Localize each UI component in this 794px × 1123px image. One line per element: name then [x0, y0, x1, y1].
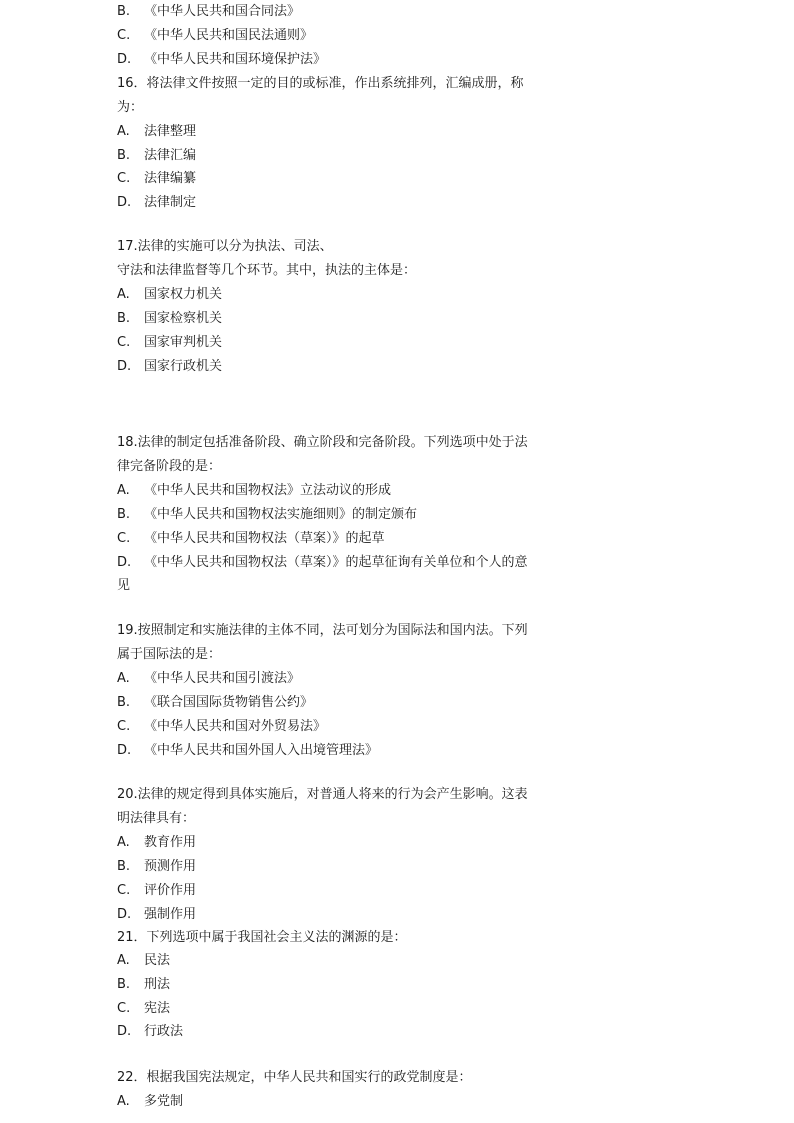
- question-20-stem: 20.法律的规定得到具体实施后，对普通人将来的行为会产生影响。这表: [117, 787, 528, 802]
- q21-option-a: A. 民法: [117, 953, 171, 968]
- option-prev-b: B. 《中华人民共和国合同法》: [117, 4, 301, 19]
- q20-option-d: D. 强制作用: [117, 907, 197, 922]
- option-prev-d: D. 《中华人民共和国环境保护法》: [117, 52, 327, 67]
- q18-option-a: A. 《中华人民共和国物权法》立法动议的形成: [117, 483, 392, 498]
- q22-option-a: A. 多党制: [117, 1094, 184, 1109]
- question-19-stem-cont: 属于国际法的是：: [117, 647, 222, 662]
- question-22-stem: 22．根据我国宪法规定，中华人民共和国实行的政党制度是：: [117, 1070, 472, 1085]
- question-17-stem: 17.法律的实施可以分为执法、司法、: [117, 239, 333, 254]
- q20-option-c: C. 评价作用: [117, 883, 197, 898]
- q19-option-a: A. 《中华人民共和国引渡法》: [117, 671, 301, 686]
- q16-option-b: B. 法律汇编: [117, 148, 197, 163]
- q21-option-b: B. 刑法: [117, 977, 171, 992]
- question-16-stem-cont: 为：: [117, 100, 144, 115]
- q18-option-b: B. 《中华人民共和国物权法实施细则》的制定颁布: [117, 507, 418, 522]
- q18-option-d-cont: 见: [117, 578, 131, 593]
- q17-option-a: A. 国家权力机关: [117, 287, 223, 302]
- question-17-stem-cont: 守法和法律监督等几个环节。其中，执法的主体是：: [117, 263, 417, 278]
- q16-option-a: A. 法律整理: [117, 124, 197, 139]
- option-prev-c: C. 《中华人民共和国民法通则》: [117, 28, 314, 43]
- q20-option-b: B. 预测作用: [117, 859, 197, 874]
- question-18-stem-cont: 律完备阶段的是：: [117, 459, 222, 474]
- q19-option-b: B. 《联合国国际货物销售公约》: [117, 695, 314, 710]
- question-18-stem: 18.法律的制定包括准备阶段、确立阶段和完备阶段。下列选项中处于法: [117, 435, 528, 450]
- q19-option-d: D. 《中华人民共和国外国人入出境管理法》: [117, 743, 379, 758]
- q16-option-d: D. 法律制定: [117, 195, 197, 210]
- q17-option-d: D. 国家行政机关: [117, 359, 223, 374]
- q21-option-c: C. 宪法: [117, 1001, 171, 1016]
- question-21-stem: 21．下列选项中属于我国社会主义法的渊源的是：: [117, 930, 407, 945]
- q18-option-c: C. 《中华人民共和国物权法（草案）》的起草: [117, 531, 385, 546]
- q21-option-d: D. 行政法: [117, 1024, 184, 1039]
- q20-option-a: A. 教育作用: [117, 835, 197, 850]
- q16-option-c: C. 法律编纂: [117, 171, 197, 186]
- q17-option-c: C. 国家审判机关: [117, 335, 223, 350]
- q18-option-d: D. 《中华人民共和国物权法（草案）》的起草征询有关单位和个人的意: [117, 555, 528, 570]
- question-19-stem: 19.按照制定和实施法律的主体不同，法可划分为国际法和国内法。下列: [117, 623, 528, 638]
- question-16-stem: 16．将法律文件按照一定的目的或标准，作出系统排列，汇编成册，称: [117, 76, 524, 91]
- q19-option-c: C. 《中华人民共和国对外贸易法》: [117, 719, 327, 734]
- question-20-stem-cont: 明法律具有：: [117, 811, 196, 826]
- q17-option-b: B. 国家检察机关: [117, 311, 223, 326]
